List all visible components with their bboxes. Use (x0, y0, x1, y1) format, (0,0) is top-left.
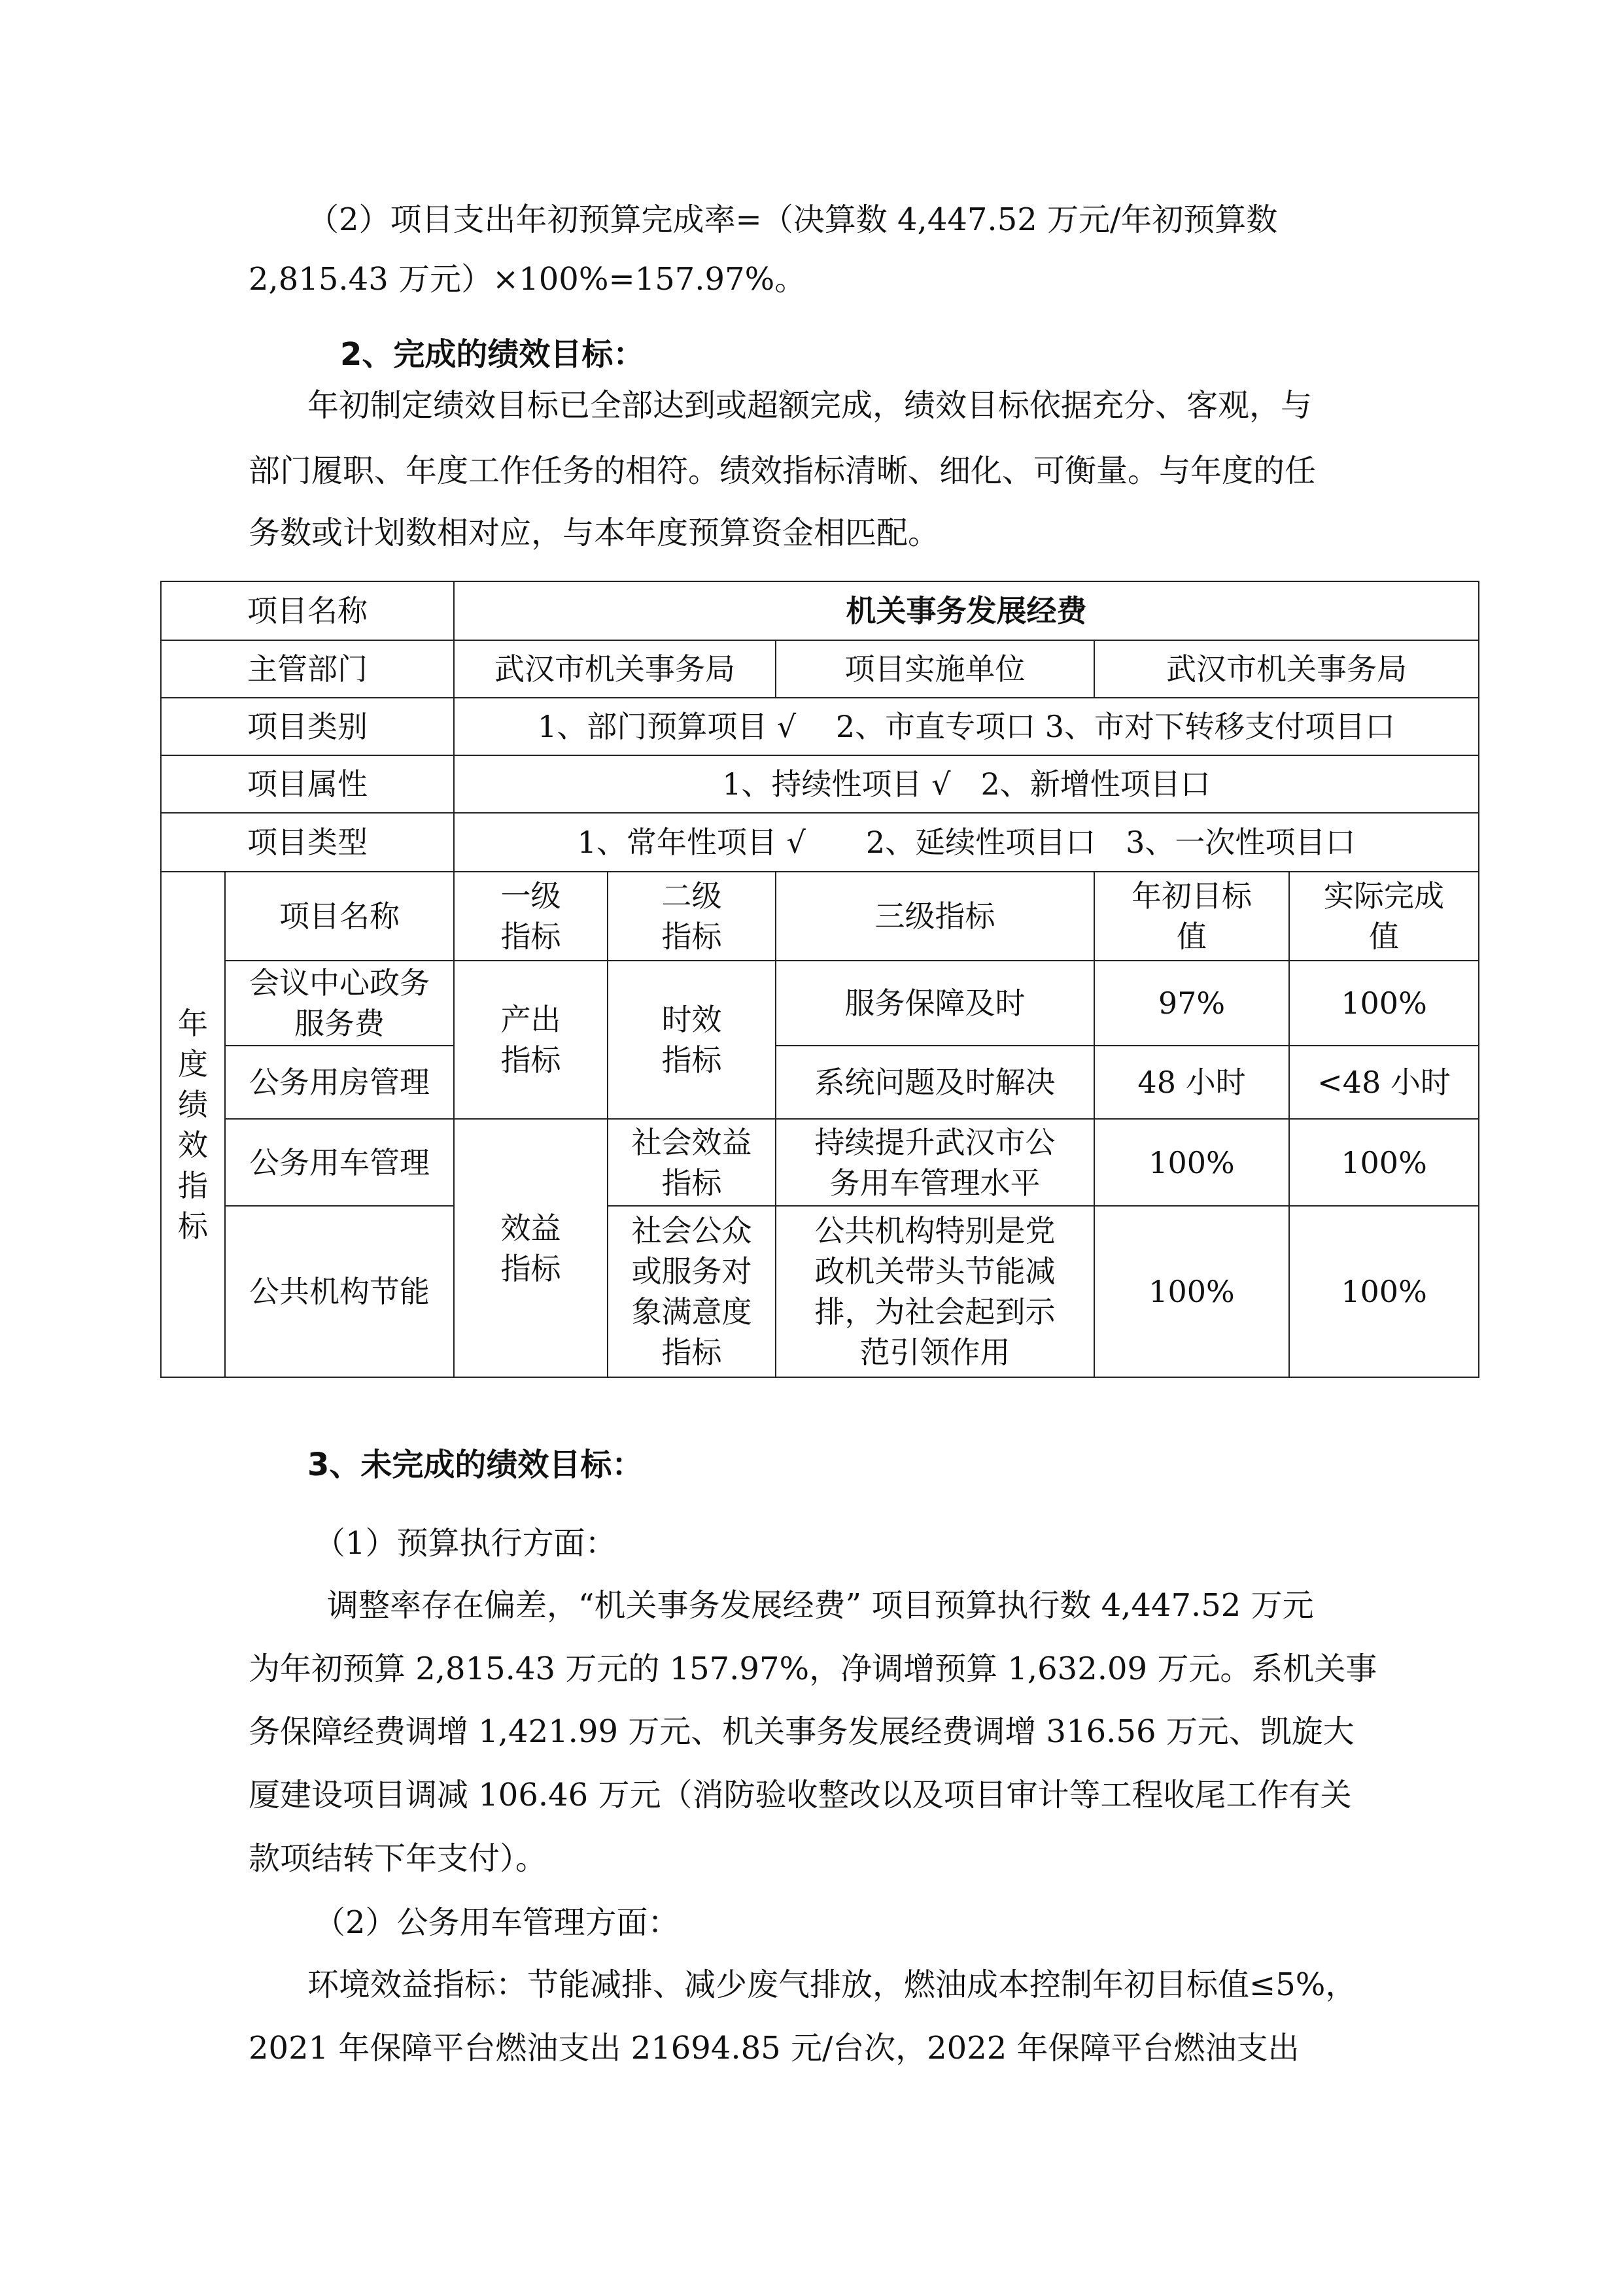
row4-level2: 社会公众 或服务对 象满意度 指标 (608, 1206, 776, 1377)
section2-line1: 年初制定绩效目标已全部达到或超额完成，绩效目标依据充分、客观，与 (307, 387, 1313, 424)
row4-target: 100% (1094, 1206, 1289, 1377)
attr-value: 1、持续性项目 √ 2、新增性项目口 (454, 755, 1479, 813)
impl-label: 项目实施单位 (776, 640, 1094, 698)
section3-sub1-line3: 务保障经费调增 1,421.99 万元、机关事务发展经费调增 316.56 万元、凯旋大 (249, 1713, 1355, 1750)
timeliness-indicator-label: 时效 指标 (608, 961, 776, 1119)
para-budget-rate-line2: 2,815.43 万元）×100%=157.97%。 (249, 261, 806, 298)
section3-sub2-heading: （2）公务用车管理方面： (314, 1904, 680, 1941)
section3-sub2-line2: 2021 年保障平台燃油支出 21694.85 元/台次，2022 年保障平台燃油支出 (249, 2030, 1300, 2066)
header-actual: 实际完成 值 (1289, 872, 1479, 961)
row1-indicator: 服务保障及时 (776, 961, 1094, 1046)
section3-sub1-line4: 厦建设项目调减 106.46 万元（消防验收整改以及项目审计等工程收尾工作有关 (249, 1777, 1352, 1813)
section3-sub1-line1: 调整率存在偏差，“机关事务发展经费” 项目预算执行数 4,447.52 万元 (327, 1587, 1314, 1624)
category-label: 项目类别 (161, 698, 454, 755)
project-name-value: 机关事务发展经费 (454, 581, 1479, 640)
row1-target: 97% (1094, 961, 1289, 1046)
header-level1: 一级 指标 (454, 872, 608, 961)
section3-sub1-heading: （1）预算执行方面： (314, 1525, 617, 1562)
section2-line3: 务数或计划数相对应，与本年度预算资金相匹配。 (249, 515, 940, 551)
header-level2: 二级 指标 (608, 872, 776, 961)
attr-label: 项目属性 (161, 755, 454, 813)
row4-indicator: 公共机构特别是党 政机关带头节能减 排，为社会起到示 范引领作用 (776, 1206, 1094, 1377)
header-level3: 三级指标 (776, 872, 1094, 961)
row2-target: 48 小时 (1094, 1046, 1289, 1119)
row2-indicator: 系统问题及时解决 (776, 1046, 1094, 1119)
row3-indicator: 持续提升武汉市公 务用车管理水平 (776, 1119, 1094, 1206)
row1-actual: 100% (1289, 961, 1479, 1046)
benefit-indicator-label: 效益 指标 (454, 1119, 608, 1377)
performance-table (160, 581, 1479, 1378)
row3-target: 100% (1094, 1119, 1289, 1206)
category-value: 1、部门预算项目 √ 2、市直专项口 3、市对下转移支付项目口 (454, 698, 1479, 755)
dept-value: 武汉市机关事务局 (454, 640, 776, 698)
type-label: 项目类型 (161, 813, 454, 872)
row4-actual: 100% (1289, 1206, 1479, 1377)
row2-actual: <48 小时 (1289, 1046, 1479, 1119)
dept-label: 主管部门 (161, 640, 454, 698)
row2-project-name: 公务用房管理 (225, 1046, 454, 1119)
output-indicator-label: 产出 指标 (454, 961, 608, 1119)
section3-sub1-line2: 为年初预算 2,815.43 万元的 157.97%，净调增预算 1,632.09 万元。系机关事 (249, 1651, 1377, 1687)
row1-project-name: 会议中心政务 服务费 (225, 961, 454, 1046)
project-name-label: 项目名称 (161, 581, 454, 640)
section3-sub1-line5: 款项结转下年支付）。 (249, 1840, 547, 1877)
type-value: 1、常年性项目 √ 2、延续性项目口 3、一次性项目口 (454, 813, 1479, 872)
row3-project-name: 公务用车管理 (225, 1119, 454, 1206)
section2-heading: 2、完成的绩效目标： (340, 336, 645, 373)
section3-heading: 3、未完成的绩效目标： (307, 1447, 644, 1483)
header-project-name: 项目名称 (225, 872, 454, 961)
row3-actual: 100% (1289, 1119, 1479, 1206)
para-budget-rate-line1: （2）项目支出年初预算完成率=（决算数 4,447.52 万元/年初预算数 (307, 201, 1278, 238)
impl-value: 武汉市机关事务局 (1094, 640, 1479, 698)
section3-sub2-line1: 环境效益指标：节能减排、减少废气排放，燃油成本控制年初目标值≤5%， (307, 1966, 1357, 2003)
annual-perf-indicator-label: 年 度 绩 效 指 标 (161, 872, 225, 1377)
section2-line2: 部门履职、年度工作任务的相符。绩效指标清晰、细化、可衡量。与年度的任 (249, 453, 1317, 489)
row3-level2: 社会效益 指标 (608, 1119, 776, 1206)
row4-project-name: 公共机构节能 (225, 1206, 454, 1377)
header-target: 年初目标 值 (1094, 872, 1289, 961)
